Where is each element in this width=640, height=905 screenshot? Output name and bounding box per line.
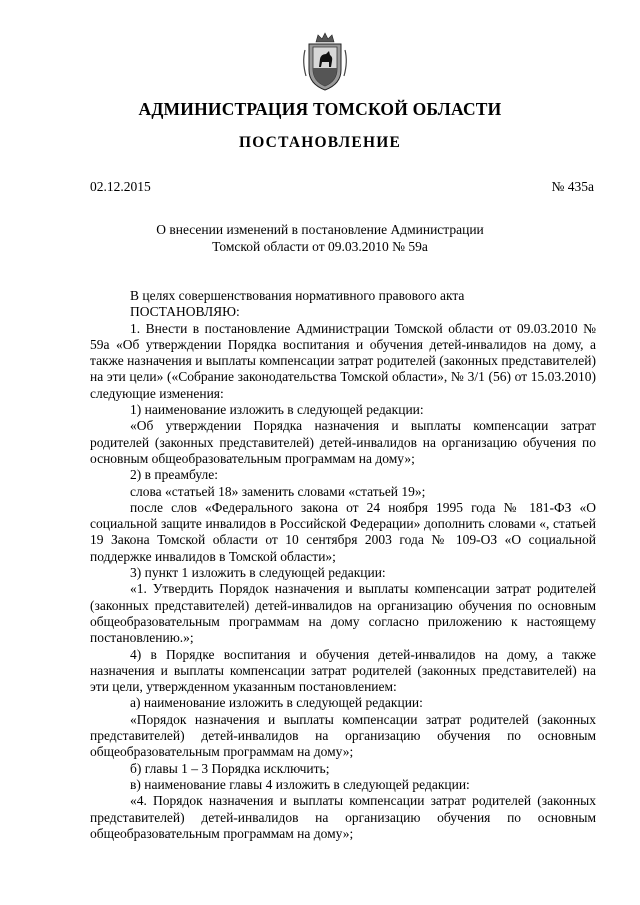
paragraph: ПОСТАНОВЛЯЮ: [130,304,240,320]
document-body [90,288,596,842]
organization-title: АДМИНИСТРАЦИЯ ТОМСКОЙ ОБЛАСТИ [138,99,502,119]
paragraph: в) наименование главы 4 изложить в следующей редакции: [130,776,470,792]
paragraph: слова «статьей 18» заменить словами «статьей 19»; [130,483,426,499]
paragraph: 1) наименование изложить в следующей редакции: [130,402,424,418]
paragraph: после слов «Федерального закона от 24 ноября 1995 года № 181-ФЗ «О социальной защите инвалидов в Российской Федерации» дополнить словами «, статьей 19 Закона Томской области от 10 сентября 2003 года № 109-ОЗ «О социальной поддержке инвалидов в Томской области»; [90,499,596,564]
paragraph: «Порядок назначения и выплаты компенсации затрат родителей (законных представителей) детей-инвалидов на организацию обучения по основным общеобразовательным программам на дому»; [90,711,596,760]
document-number: № 435а [551,179,594,194]
paragraph: 1. Внести в постановление Администрации Томской области от 09.03.2010 № 59а «Об утверждении Порядка воспитания и обучения детей-инвалидов на дому, а также назначения и выплаты компенсации затрат родителей (законных представителей) на эти цели» («Собрание законодательства Томской области», № 3/1 (56) от 15.03.2010) следующие изменения: [90,320,596,401]
document-date: 02.12.2015 [90,179,151,194]
document-title [0,222,640,255]
document-title-line: Томской области от 09.03.2010 № 59а [212,238,428,254]
document-title-line: О внесении изменений в постановление Администрации [156,222,484,237]
paragraph: 3) пункт 1 изложить в следующей редакции: [130,565,386,581]
paragraph: б) главы 1 – 3 Порядка исключить; [130,760,330,776]
paragraph: 4) в Порядке воспитания и обучения детей-инвалидов на дому, а также назначения и выплаты компенсации затрат родителей (законных представителей) на эти цели, утвержденном указанным постановлением: [90,646,596,695]
document-type: ПОСТАНОВЛЕНИЕ [238,134,402,151]
paragraph: «1. Утвердить Порядок назначения и выплаты компенсации затрат родителей (законных представителей) детей-инвалидов на организацию обучения по основным общеобразовательным программам на дому согласно приложению к настоящему постановлению.»; [90,581,596,646]
paragraph: В целях совершенствования нормативного правового акта [130,288,465,303]
tomsk-region-coat-of-arms-icon [300,32,350,92]
paragraph: 2) в преамбуле: [130,467,219,483]
paragraph: а) наименование изложить в следующей редакции: [130,695,423,711]
paragraph: «4. Порядок назначения и выплаты компенсации затрат родителей (законных представителей) детей-инвалидов на организацию обучения по основным общеобразовательным программам на дому»; [90,793,596,841]
paragraph: «Об утверждении Порядка назначения и выплаты компенсации затрат родителей (законных представителей) детей-инвалидов на организацию обучения по основным общеобразовательным программам на дому»; [90,418,596,466]
